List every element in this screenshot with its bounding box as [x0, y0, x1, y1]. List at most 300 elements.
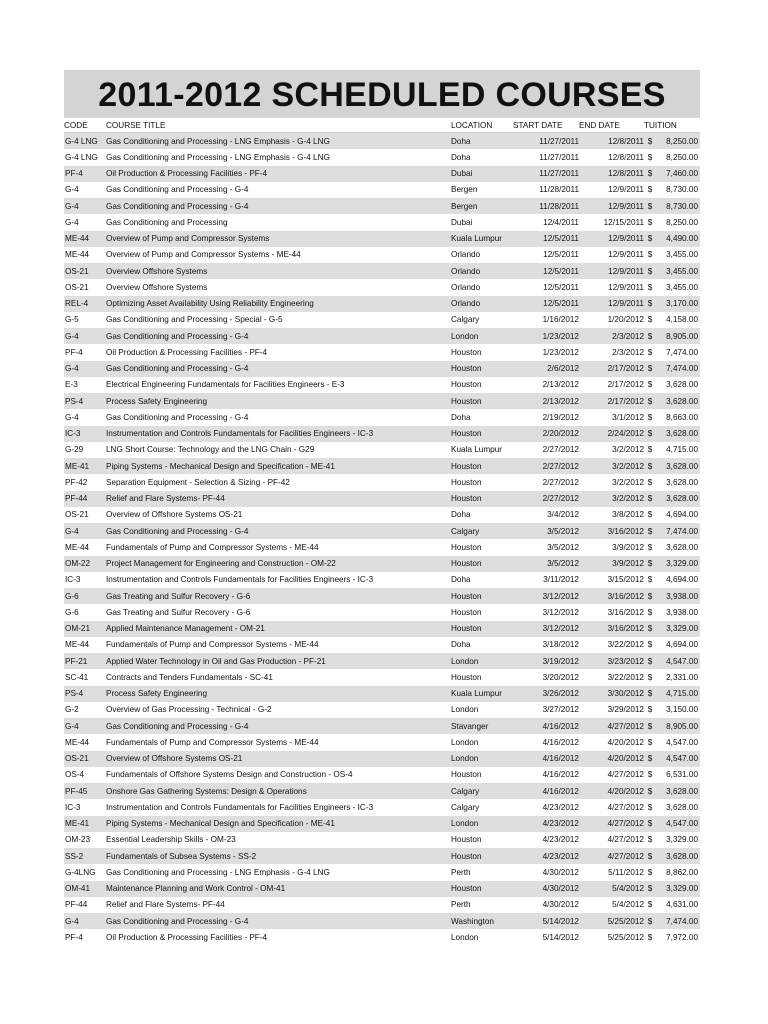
row-location: Doha: [451, 575, 471, 585]
row-course-title: Gas Conditioning and Processing - G-4: [106, 718, 451, 734]
row-tuition: 4,547.00: [656, 653, 700, 669]
row-currency-symbol: $: [644, 133, 656, 150]
row-course-title: LNG Short Course: Technology and the LNG Chain - G29: [106, 445, 315, 455]
row-currency-symbol: $: [644, 751, 656, 767]
row-end-date: 12/8/2011: [579, 166, 644, 182]
row-start-date: 3/5/2012: [513, 523, 579, 539]
row-course-title: Maintenance Planning and Work Control - OM-41: [106, 881, 451, 897]
table-row: [64, 637, 700, 653]
course-table: [64, 118, 700, 946]
row-course-title: Gas Treating and Sulfur Recovery - G-6: [106, 607, 251, 617]
course-schedule-sheet: [64, 70, 700, 946]
row-end-date: 3/23/2012: [579, 653, 644, 669]
row-location: Doha: [451, 640, 471, 650]
row-code: G-5: [65, 315, 79, 325]
row-start-date: 11/27/2011: [513, 133, 579, 150]
row-start-date: 2/20/2012: [513, 426, 579, 442]
row-start-date: 4/16/2012: [513, 718, 579, 734]
header-end-date: END DATE: [579, 118, 644, 133]
row-end-date: 4/27/2012: [607, 802, 644, 812]
table-row: [64, 426, 700, 442]
row-start-date: 12/5/2011: [513, 231, 579, 247]
row-tuition: 3,329.00: [666, 835, 698, 845]
row-code: IC-3: [65, 575, 81, 585]
row-end-date: 2/17/2012: [607, 380, 644, 390]
row-tuition: 3,628.00: [656, 491, 700, 507]
row-location: Bergen: [451, 198, 513, 214]
row-end-date: 5/4/2012: [579, 881, 644, 897]
row-course-title: Project Management for Engineering and Construction - OM-22: [106, 556, 451, 572]
table-row: [64, 312, 700, 328]
row-end-date: 3/16/2012: [579, 523, 644, 539]
row-currency-symbol: $: [644, 588, 656, 604]
row-currency-symbol: $: [647, 867, 653, 877]
row-code: SC-41: [65, 672, 89, 682]
row-code: G-4: [64, 913, 106, 929]
row-location: Doha: [451, 412, 471, 422]
row-currency-symbol: $: [647, 542, 653, 552]
row-code: PF-4: [65, 347, 83, 357]
table-row: [64, 653, 700, 669]
row-course-title: Gas Conditioning and Processing - G-4: [106, 328, 451, 344]
row-start-date: 12/5/2011: [543, 282, 579, 292]
row-course-title: Overview of Offshore Systems OS-21: [106, 751, 451, 767]
table-row: [64, 491, 700, 507]
row-location: Houston: [451, 770, 482, 780]
table-row: [64, 442, 700, 458]
table-row: [64, 523, 700, 539]
row-currency-symbol: $: [644, 523, 656, 539]
row-tuition: 7,460.00: [656, 166, 700, 182]
row-end-date: 12/9/2011: [579, 198, 644, 214]
row-end-date: 12/9/2011: [579, 263, 644, 279]
row-tuition: 4,547.00: [666, 737, 698, 747]
row-course-title: Gas Conditioning and Processing - Special - G-5: [106, 315, 283, 325]
row-code: PF-45: [64, 783, 106, 799]
row-code: ME-44: [65, 250, 90, 260]
row-code: G-29: [65, 445, 84, 455]
row-end-date: 3/9/2012: [612, 542, 644, 552]
table-row: [64, 458, 700, 474]
table-row: [64, 344, 700, 360]
row-location: Orlando: [451, 296, 513, 312]
row-code: ME-41: [64, 458, 106, 474]
row-start-date: 5/14/2012: [542, 932, 579, 942]
row-tuition: 3,455.00: [666, 250, 698, 260]
row-currency-symbol: $: [647, 770, 653, 780]
row-course-title: Gas Conditioning and Processing - G-4: [106, 523, 451, 539]
table-row: [64, 669, 700, 685]
row-tuition: 3,150.00: [666, 705, 698, 715]
table-row: [64, 231, 700, 247]
row-end-date: 12/15/2011: [603, 217, 644, 227]
row-course-title: Onshore Gas Gathering Systems: Design & Operations: [106, 783, 451, 799]
row-start-date: 12/5/2011: [513, 263, 579, 279]
row-end-date: 3/29/2012: [607, 705, 644, 715]
row-currency-symbol: $: [647, 737, 653, 747]
row-tuition: 3,628.00: [656, 783, 700, 799]
row-location: Houston: [451, 426, 513, 442]
row-end-date: 3/1/2012: [612, 412, 644, 422]
row-currency-symbol: $: [644, 686, 656, 702]
row-course-title: Process Safety Engineering: [106, 686, 451, 702]
row-tuition: 8,250.00: [666, 152, 698, 162]
row-currency-symbol: $: [647, 347, 653, 357]
row-course-title: Fundamentals of Offshore Systems Design and Construction - OS-4: [106, 770, 353, 780]
row-code: G-4 LNG: [64, 133, 106, 150]
row-end-date: 2/3/2012: [612, 347, 644, 357]
header-start-date: START DATE: [513, 118, 579, 133]
row-end-date: 3/2/2012: [579, 491, 644, 507]
row-start-date: 11/27/2011: [539, 152, 579, 162]
row-code: IC-3: [64, 426, 106, 442]
row-start-date: 1/23/2012: [542, 347, 579, 357]
row-course-title: Gas Conditioning and Processing - G-4: [106, 412, 249, 422]
row-currency-symbol: $: [647, 250, 653, 260]
row-end-date: 3/16/2012: [607, 607, 644, 617]
row-course-title: Fundamentals of Subsea Systems - SS-2: [106, 848, 451, 864]
title-bar: [64, 70, 700, 118]
row-start-date: 11/28/2011: [539, 185, 579, 195]
row-location: Kuala Lumpur: [451, 231, 513, 247]
row-course-title: Fundamentals of Pump and Compressor Systems - ME-44: [106, 542, 319, 552]
row-code: OM-41: [64, 881, 106, 897]
row-tuition: 3,455.00: [666, 282, 698, 292]
row-tuition: 8,730.00: [666, 185, 698, 195]
row-tuition: 4,631.00: [666, 900, 698, 910]
row-start-date: 11/27/2011: [513, 166, 579, 182]
row-currency-symbol: $: [647, 640, 653, 650]
row-start-date: 4/16/2012: [513, 751, 579, 767]
row-code: SS-2: [64, 848, 106, 864]
row-location: Kuala Lumpur: [451, 686, 513, 702]
row-currency-symbol: $: [644, 263, 656, 279]
row-end-date: 4/20/2012: [579, 751, 644, 767]
row-currency-symbol: $: [647, 477, 653, 487]
row-currency-symbol: $: [644, 621, 656, 637]
row-end-date: 12/9/2011: [608, 250, 644, 260]
row-end-date: 3/2/2012: [579, 458, 644, 474]
table-row: [64, 263, 700, 279]
row-course-title: Gas Conditioning and Processing - G-4: [106, 913, 451, 929]
row-course-title: Separation Equipment - Selection & Sizing - PF-42: [106, 477, 290, 487]
row-end-date: 12/9/2011: [579, 296, 644, 312]
row-tuition: 8,250.00: [666, 217, 698, 227]
row-currency-symbol: $: [647, 607, 653, 617]
table-row: [64, 328, 700, 344]
row-start-date: 1/23/2012: [513, 328, 579, 344]
row-course-title: Overview Offshore Systems: [106, 263, 451, 279]
row-course-title: Electrical Engineering Fundamentals for Facilities Engineers - E-3: [106, 380, 345, 390]
table-row: [64, 621, 700, 637]
table-row: [64, 409, 700, 425]
row-start-date: 4/23/2012: [542, 835, 579, 845]
row-end-date: 5/25/2012: [579, 913, 644, 929]
row-location: Houston: [451, 380, 482, 390]
row-start-date: 3/27/2012: [542, 705, 579, 715]
row-code: G-4: [64, 328, 106, 344]
row-code: REL-4: [64, 296, 106, 312]
row-course-title: Overview of Pump and Compressor Systems - ME-44: [106, 250, 301, 260]
table-row: [64, 897, 700, 913]
row-currency-symbol: $: [644, 718, 656, 734]
row-course-title: Instrumentation and Controls Fundamentals for Facilities Engineers - IC-3: [106, 426, 451, 442]
row-end-date: 3/15/2012: [607, 575, 644, 585]
row-course-title: Process Safety Engineering: [106, 393, 451, 409]
row-end-date: 4/27/2012: [579, 816, 644, 832]
row-end-date: 12/8/2011: [608, 152, 644, 162]
row-end-date: 3/22/2012: [607, 672, 644, 682]
row-location: London: [451, 328, 513, 344]
row-tuition: 3,938.00: [656, 588, 700, 604]
row-course-title: Gas Conditioning and Processing: [106, 217, 228, 227]
row-currency-symbol: $: [644, 913, 656, 929]
row-location: Houston: [451, 607, 482, 617]
row-tuition: 4,715.00: [666, 445, 698, 455]
row-currency-symbol: $: [644, 653, 656, 669]
row-start-date: 1/16/2012: [542, 315, 579, 325]
row-currency-symbol: $: [644, 296, 656, 312]
row-tuition: 3,170.00: [656, 296, 700, 312]
row-end-date: 3/9/2012: [579, 556, 644, 572]
row-end-date: 3/16/2012: [579, 588, 644, 604]
row-currency-symbol: $: [644, 556, 656, 572]
row-tuition: 7,474.00: [656, 523, 700, 539]
row-start-date: 2/27/2012: [542, 445, 579, 455]
header-location: LOCATION: [451, 118, 513, 133]
row-tuition: 7,972.00: [666, 932, 698, 942]
header-code: CODE: [64, 118, 106, 133]
row-tuition: 3,938.00: [666, 607, 698, 617]
row-location: Calgary: [451, 523, 513, 539]
row-end-date: 12/9/2011: [608, 282, 644, 292]
row-location: Houston: [451, 835, 482, 845]
row-currency-symbol: $: [647, 380, 653, 390]
row-end-date: 12/9/2011: [579, 231, 644, 247]
row-start-date: 2/13/2012: [513, 393, 579, 409]
row-code: G-6: [64, 588, 106, 604]
row-start-date: 4/16/2012: [542, 770, 579, 780]
table-row: [64, 734, 700, 750]
row-course-title: Applied Water Technology in Oil and Gas Production - PF-21: [106, 653, 451, 669]
row-currency-symbol: $: [647, 185, 653, 195]
row-tuition: 4,158.00: [666, 315, 698, 325]
row-start-date: 4/16/2012: [542, 737, 579, 747]
table-row: [64, 296, 700, 312]
row-end-date: 2/24/2012: [579, 426, 644, 442]
row-location: Calgary: [451, 802, 480, 812]
row-start-date: 4/23/2012: [513, 848, 579, 864]
table-row: [64, 133, 700, 150]
row-code: OS-21: [65, 510, 89, 520]
row-location: Stavanger: [451, 718, 513, 734]
row-code: G-6: [65, 607, 79, 617]
table-row: [64, 539, 700, 555]
row-course-title: Relief and Flare Systems- PF-44: [106, 491, 451, 507]
header-course-title: COURSE TITLE: [106, 118, 451, 133]
row-tuition: 3,455.00: [656, 263, 700, 279]
row-location: Doha: [451, 152, 471, 162]
row-tuition: 3,628.00: [666, 477, 698, 487]
course-rows: [64, 133, 700, 946]
row-tuition: 4,547.00: [656, 751, 700, 767]
row-location: London: [451, 816, 513, 832]
row-start-date: 3/18/2012: [542, 640, 579, 650]
row-end-date: 5/25/2012: [607, 932, 644, 942]
row-tuition: 2,331.00: [666, 672, 698, 682]
row-start-date: 3/4/2012: [547, 510, 579, 520]
row-code: OS-21: [64, 751, 106, 767]
table-row: [64, 182, 700, 198]
row-course-title: Gas Conditioning and Processing - LNG Emphasis - G-4 LNG: [106, 867, 330, 877]
row-code: ME-44: [64, 231, 106, 247]
row-currency-symbol: $: [647, 575, 653, 585]
table-row: [64, 393, 700, 409]
row-course-title: Optimizing Asset Availability Using Reliability Engineering: [106, 296, 451, 312]
table-row: [64, 556, 700, 572]
row-tuition: 4,490.00: [656, 231, 700, 247]
row-course-title: Gas Conditioning and Processing - LNG Emphasis - G-4 LNG: [106, 152, 330, 162]
row-code: E-3: [65, 380, 78, 390]
row-start-date: 12/5/2011: [513, 296, 579, 312]
table-row: [64, 604, 700, 620]
row-course-title: Overview of Offshore Systems OS-21: [106, 510, 243, 520]
row-location: Houston: [451, 347, 482, 357]
row-course-title: Contracts and Tenders Fundamentals - SC-41: [106, 672, 273, 682]
row-currency-symbol: $: [647, 802, 653, 812]
row-start-date: 3/5/2012: [513, 556, 579, 572]
row-tuition: 3,628.00: [666, 802, 698, 812]
row-end-date: 5/11/2012: [608, 867, 644, 877]
row-end-date: 12/9/2011: [608, 185, 644, 195]
row-currency-symbol: $: [647, 705, 653, 715]
row-location: Doha: [451, 133, 513, 150]
row-start-date: 2/13/2012: [542, 380, 579, 390]
row-location: London: [451, 751, 513, 767]
row-course-title: Overview of Pump and Compressor Systems: [106, 231, 451, 247]
row-code: PS-4: [64, 686, 106, 702]
row-tuition: 3,628.00: [656, 393, 700, 409]
row-currency-symbol: $: [644, 848, 656, 864]
row-code: PF-4: [65, 932, 83, 942]
row-currency-symbol: $: [647, 932, 653, 942]
table-row: [64, 718, 700, 734]
row-course-title: Instrumentation and Controls Fundamentals for Facilities Engineers - IC-3: [106, 575, 374, 585]
row-location: Perth: [451, 867, 471, 877]
row-tuition: 4,694.00: [666, 640, 698, 650]
row-location: Houston: [451, 542, 482, 552]
row-currency-symbol: $: [644, 783, 656, 799]
row-location: Houston: [451, 672, 482, 682]
row-location: Houston: [451, 556, 513, 572]
row-code: OM-22: [64, 556, 106, 572]
row-tuition: 8,250.00: [656, 133, 700, 150]
row-code: G-4: [64, 361, 106, 377]
row-location: Houston: [451, 393, 513, 409]
row-tuition: 7,474.00: [656, 361, 700, 377]
row-end-date: 4/20/2012: [579, 783, 644, 799]
row-code: G-4: [65, 217, 79, 227]
table-row: [64, 198, 700, 214]
row-code: ME-44: [65, 737, 90, 747]
row-start-date: 4/23/2012: [542, 802, 579, 812]
row-start-date: 4/16/2012: [513, 783, 579, 799]
row-tuition: 3,329.00: [656, 621, 700, 637]
row-end-date: 4/27/2012: [579, 718, 644, 734]
table-row: [64, 832, 700, 848]
row-code: OS-21: [65, 282, 89, 292]
row-currency-symbol: $: [644, 881, 656, 897]
table-row: [64, 864, 700, 880]
row-course-title: Applied Maintenance Management - OM-21: [106, 621, 451, 637]
row-location: London: [451, 932, 479, 942]
table-row: [64, 507, 700, 523]
row-tuition: 7,474.00: [666, 347, 698, 357]
row-code: OS-4: [65, 770, 85, 780]
row-tuition: 4,694.00: [666, 510, 698, 520]
row-start-date: 2/27/2012: [513, 491, 579, 507]
row-code: PF-44: [65, 900, 88, 910]
row-end-date: 3/8/2012: [612, 510, 644, 520]
row-currency-symbol: $: [647, 412, 653, 422]
row-start-date: 12/5/2011: [543, 250, 579, 260]
table-row: [64, 929, 700, 945]
table-row: [64, 783, 700, 799]
row-currency-symbol: $: [644, 231, 656, 247]
row-end-date: 5/4/2012: [612, 900, 644, 910]
page-title: 2011-2012 SCHEDULED COURSES: [98, 76, 666, 114]
row-location: Houston: [451, 848, 513, 864]
row-location: Bergen: [451, 185, 478, 195]
row-code: G-4: [65, 412, 79, 422]
row-tuition: 4,694.00: [666, 575, 698, 585]
row-course-title: Overview Offshore Systems: [106, 282, 208, 292]
row-tuition: 3,329.00: [656, 881, 700, 897]
row-end-date: 3/2/2012: [612, 477, 644, 487]
row-code: G-4 LNG: [65, 152, 98, 162]
row-location: Dubai: [451, 166, 513, 182]
row-location: Orlando: [451, 250, 481, 260]
row-start-date: 2/27/2012: [542, 477, 579, 487]
row-currency-symbol: $: [644, 166, 656, 182]
row-code: G-4: [64, 198, 106, 214]
table-row: [64, 751, 700, 767]
row-tuition: 8,905.00: [656, 718, 700, 734]
row-tuition: 3,628.00: [656, 426, 700, 442]
row-start-date: 3/12/2012: [542, 607, 579, 617]
row-location: Calgary: [451, 315, 480, 325]
row-start-date: 5/14/2012: [513, 913, 579, 929]
row-start-date: 11/28/2011: [513, 198, 579, 214]
row-tuition: 8,730.00: [656, 198, 700, 214]
row-location: Perth: [451, 900, 471, 910]
row-tuition: 3,628.00: [666, 542, 698, 552]
row-start-date: 3/5/2012: [547, 542, 579, 552]
row-code: PS-4: [64, 393, 106, 409]
row-end-date: 4/20/2012: [607, 737, 644, 747]
row-code: PF-44: [64, 491, 106, 507]
row-start-date: 4/23/2012: [513, 816, 579, 832]
row-code: OM-23: [65, 835, 91, 845]
row-code: G-2: [65, 705, 79, 715]
row-end-date: 3/30/2012: [579, 686, 644, 702]
table-row: [64, 474, 700, 490]
row-location: London: [451, 653, 513, 669]
row-tuition: 3,329.00: [656, 556, 700, 572]
row-start-date: 3/19/2012: [513, 653, 579, 669]
row-location: Orlando: [451, 263, 513, 279]
row-code: G-4: [64, 523, 106, 539]
